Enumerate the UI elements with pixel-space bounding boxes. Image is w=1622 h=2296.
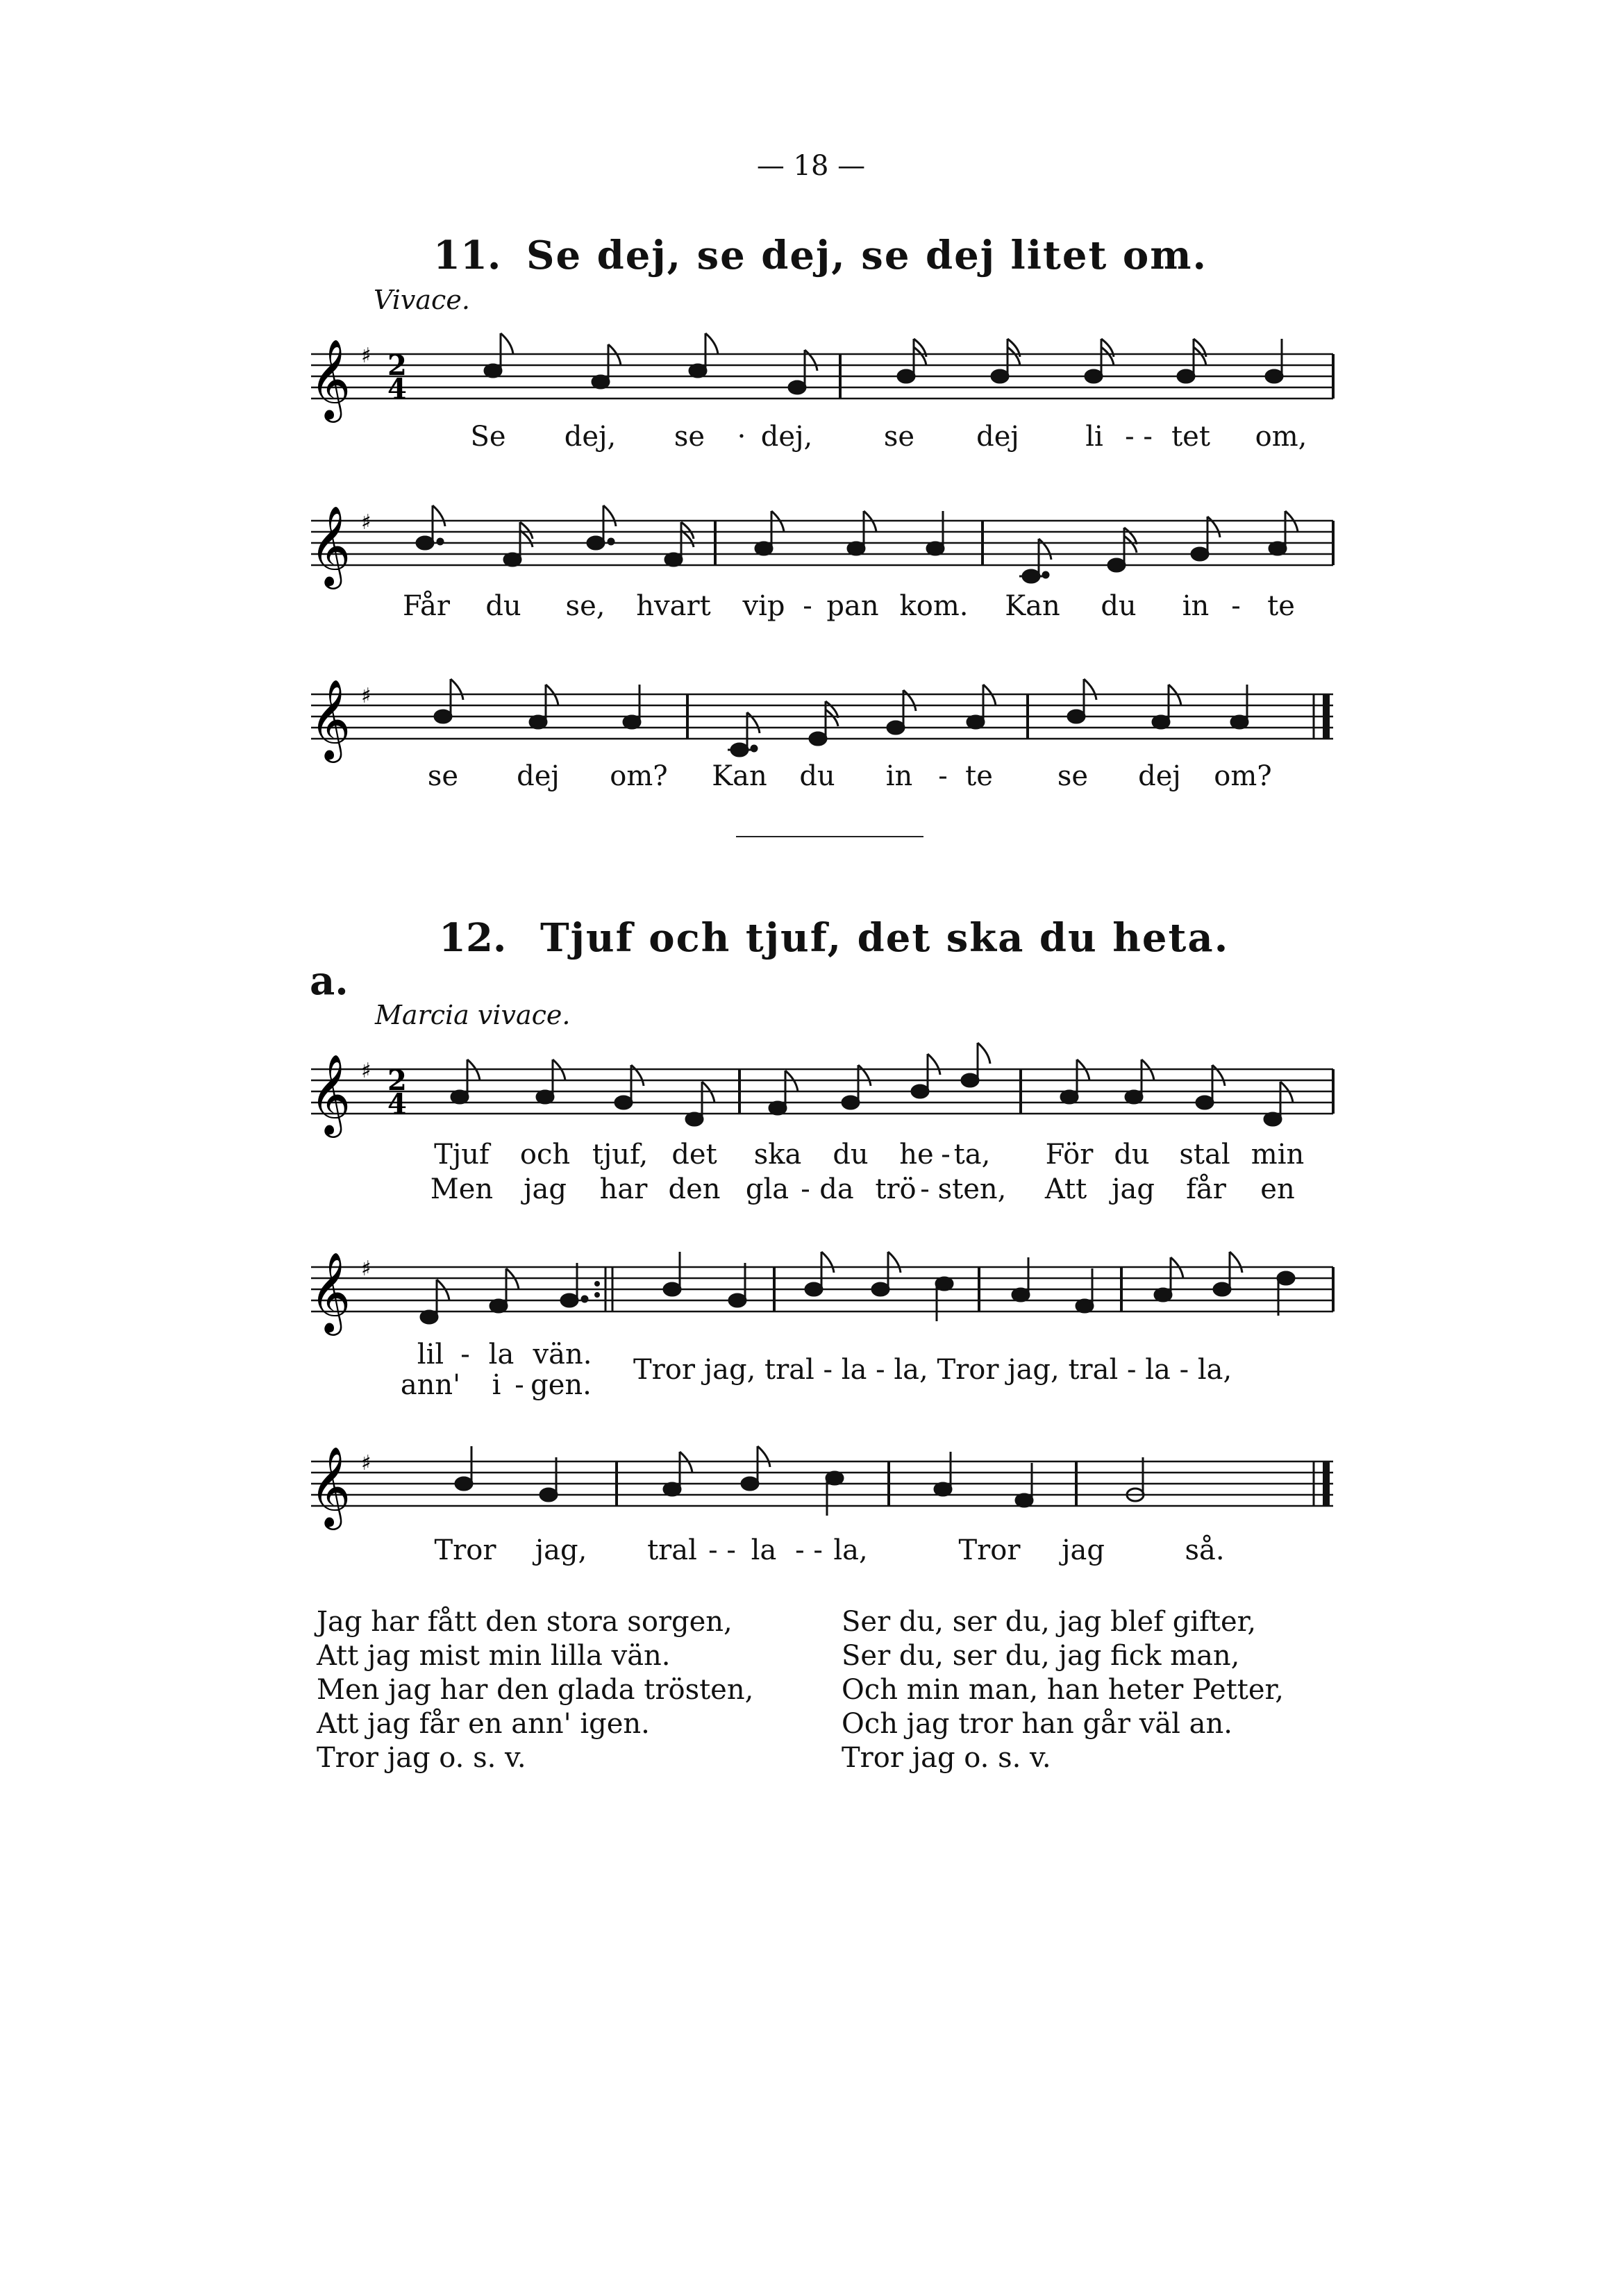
song-11-tempo: Vivace. bbox=[374, 285, 470, 315]
lyric-syllable: la bbox=[751, 1534, 777, 1566]
lyric-syllable: - bbox=[941, 1139, 951, 1171]
lyric-syllable: - - bbox=[1125, 421, 1153, 453]
lyric-syllable: te bbox=[1267, 590, 1295, 622]
verse-line: Tror jag o. s. v. bbox=[842, 1742, 1051, 1774]
lyric-syllable: li bbox=[1085, 421, 1103, 453]
song-12-staff-2 bbox=[306, 1232, 1347, 1350]
lyric-syllable: min bbox=[1251, 1139, 1305, 1171]
lyric-syllable: om? bbox=[1214, 760, 1272, 792]
section-divider bbox=[736, 836, 923, 837]
lyric-syllable: du bbox=[1114, 1139, 1150, 1171]
lyric-syllable: vän. bbox=[533, 1339, 592, 1371]
svg-text:𝄞: 𝄞 bbox=[310, 1053, 351, 1134]
lyric-syllable: så. bbox=[1185, 1534, 1225, 1566]
lyric-syllable: dej bbox=[517, 760, 560, 792]
lyric-syllable: in bbox=[885, 760, 913, 792]
treble-clef-icon bbox=[310, 678, 351, 763]
lyric-syllable: gla bbox=[745, 1173, 789, 1205]
verse-line: Ser du, ser du, jag blef gifter, bbox=[842, 1606, 1257, 1638]
verse-line: Jag har fått den stora sorgen, bbox=[317, 1606, 733, 1638]
lyric-syllable: dej bbox=[1138, 760, 1181, 792]
lyric-syllable: det bbox=[671, 1139, 717, 1171]
lyric-syllable: se bbox=[883, 421, 915, 453]
svg-text:𝄞: 𝄞 bbox=[310, 678, 351, 760]
lyric-syllable: i bbox=[492, 1369, 501, 1401]
lyric-syllable: sten, bbox=[937, 1173, 1007, 1205]
lyric-syllable: har bbox=[599, 1173, 648, 1205]
treble-clef-icon bbox=[310, 338, 351, 423]
key-signature-sharp-icon: ♯ bbox=[361, 684, 371, 708]
lyric-syllable: Tror bbox=[434, 1534, 496, 1566]
lyric-syllable: - bbox=[920, 1173, 930, 1205]
song-12-number: 12. bbox=[439, 915, 507, 961]
song-12-staff-1 bbox=[306, 1034, 1347, 1153]
verse-right bbox=[842, 1605, 1284, 1775]
lyric-syllable: Att bbox=[1044, 1173, 1087, 1205]
song-12-staff-3 bbox=[306, 1427, 1347, 1545]
lyric-syllable: den bbox=[668, 1173, 721, 1205]
lyric-syllable: om, bbox=[1255, 421, 1307, 453]
key-signature-sharp-icon: ♯ bbox=[361, 344, 371, 368]
lyric-syllable: jag bbox=[1112, 1173, 1155, 1205]
lyric-syllable: la bbox=[488, 1339, 515, 1371]
treble-clef-icon bbox=[310, 1446, 351, 1530]
lyric-syllable: och bbox=[519, 1139, 571, 1171]
song-11-number: 11. bbox=[433, 233, 501, 278]
time-sig-top: 2 bbox=[387, 1064, 407, 1097]
lyric-syllable: trö bbox=[875, 1173, 917, 1205]
lyric-syllable: - - bbox=[795, 1534, 823, 1566]
lyric-syllable: jag, bbox=[535, 1534, 587, 1566]
lyric-syllable: vip bbox=[742, 590, 785, 622]
song-11-staff-1 bbox=[306, 319, 1347, 437]
lyric-syllable: in bbox=[1182, 590, 1210, 622]
verse-line: Och min man, han heter Petter, bbox=[842, 1674, 1284, 1706]
lyric-syllable: da bbox=[819, 1173, 854, 1205]
lyric-syllable: Får bbox=[402, 590, 451, 622]
lyric-syllable: Se bbox=[470, 421, 506, 453]
lyric-syllable: en bbox=[1260, 1173, 1295, 1205]
verse-line: Att jag mist min lilla vän. bbox=[317, 1640, 671, 1672]
lyric-syllable: du bbox=[1101, 590, 1137, 622]
svg-text:𝄞: 𝄞 bbox=[310, 338, 351, 419]
lyric-syllable: he bbox=[899, 1139, 934, 1171]
key-signature-sharp-icon: ♯ bbox=[361, 1451, 371, 1475]
lyric-syllable: · bbox=[737, 421, 746, 453]
key-signature-sharp-icon: ♯ bbox=[361, 510, 371, 535]
svg-text:𝄞: 𝄞 bbox=[310, 1251, 351, 1332]
lyric-syllable: Men bbox=[430, 1173, 494, 1205]
lyric-syllable: jag bbox=[524, 1173, 567, 1205]
treble-clef-icon bbox=[310, 505, 351, 589]
lyric-syllable: tet bbox=[1171, 421, 1210, 453]
lyric-syllable: dej bbox=[976, 421, 1019, 453]
lyric-syllable: Kan bbox=[1005, 590, 1060, 622]
lyric-syllable: dej, bbox=[564, 421, 617, 453]
lyric-syllable: stal bbox=[1179, 1139, 1230, 1171]
lyric-syllable: kom. bbox=[899, 590, 969, 622]
lyric-syllable: se bbox=[674, 421, 705, 453]
lyric-syllable: hvart bbox=[636, 590, 711, 622]
lyric-syllable: du bbox=[833, 1139, 869, 1171]
verse-line: Ser du, ser du, jag fick man, bbox=[842, 1640, 1240, 1672]
lyric-syllable: - - bbox=[708, 1534, 736, 1566]
time-sig-bottom: 4 bbox=[387, 373, 407, 405]
lyric-syllable: - bbox=[803, 590, 812, 622]
lyric-syllable: Tjuf bbox=[434, 1139, 490, 1171]
svg-text:𝄞: 𝄞 bbox=[310, 505, 351, 586]
lyric-syllable: om? bbox=[610, 760, 668, 792]
verse-line: Att jag får en ann' igen. bbox=[317, 1708, 650, 1740]
verse-line: Och jag tror han går väl an. bbox=[842, 1708, 1233, 1740]
lyric-syllable: - bbox=[938, 760, 948, 792]
lyric-syllable: la, bbox=[833, 1534, 868, 1566]
time-sig-bottom: 4 bbox=[387, 1088, 407, 1121]
lyric-syllable: - bbox=[515, 1369, 524, 1401]
lyric-syllable: se, bbox=[565, 590, 605, 622]
lyric-syllable: ska bbox=[753, 1139, 802, 1171]
svg-text:𝄞: 𝄞 bbox=[310, 1446, 351, 1527]
song-12-section-label: a. bbox=[310, 958, 349, 1004]
lyric-syllable: För bbox=[1045, 1139, 1094, 1171]
lyric-refrain: Tror jag, tral - la - la, Tror jag, tral - la - la, bbox=[633, 1354, 1232, 1386]
lyric-syllable: lil bbox=[417, 1339, 444, 1371]
lyric-syllable: te bbox=[965, 760, 993, 792]
lyric-syllable: tral bbox=[647, 1534, 697, 1566]
verse-line: Tror jag o. s. v. bbox=[317, 1742, 526, 1774]
lyric-syllable: ta, bbox=[953, 1139, 991, 1171]
song-11-title: Se dej, se dej, se dej litet om. bbox=[526, 233, 1207, 278]
lyric-syllable: du bbox=[485, 590, 521, 622]
song-12-tempo: Marcia vivace. bbox=[375, 1000, 571, 1030]
verse-line: Men jag har den glada trösten, bbox=[317, 1674, 754, 1706]
lyric-syllable: pan bbox=[826, 590, 879, 622]
lyric-syllable: - bbox=[460, 1339, 470, 1371]
page-number: — 18 — bbox=[756, 150, 866, 182]
song-12-title: Tjuf och tjuf, det ska du heta. bbox=[540, 915, 1230, 961]
lyric-syllable: - bbox=[801, 1173, 810, 1205]
key-signature-sharp-icon: ♯ bbox=[361, 1059, 371, 1083]
treble-clef-icon bbox=[310, 1053, 351, 1138]
lyric-syllable: se bbox=[427, 760, 459, 792]
lyric-syllable: - bbox=[1231, 590, 1241, 622]
lyric-syllable: du bbox=[799, 760, 835, 792]
lyric-syllable: dej, bbox=[760, 421, 813, 453]
verse-left bbox=[317, 1605, 753, 1775]
time-sig-top: 2 bbox=[387, 349, 407, 382]
lyric-syllable: får bbox=[1186, 1173, 1226, 1205]
lyric-syllable: se bbox=[1057, 760, 1089, 792]
song-11-staff-2 bbox=[306, 486, 1347, 604]
lyric-syllable: jag bbox=[1062, 1534, 1105, 1566]
lyric-syllable: Kan bbox=[712, 760, 767, 792]
lyric-syllable: ann' bbox=[400, 1369, 461, 1401]
lyric-syllable: tjuf, bbox=[592, 1139, 649, 1171]
key-signature-sharp-icon: ♯ bbox=[361, 1257, 371, 1281]
lyric-syllable: gen. bbox=[530, 1369, 592, 1401]
lyric-syllable: Tror bbox=[958, 1534, 1021, 1566]
treble-clef-icon bbox=[310, 1251, 351, 1336]
